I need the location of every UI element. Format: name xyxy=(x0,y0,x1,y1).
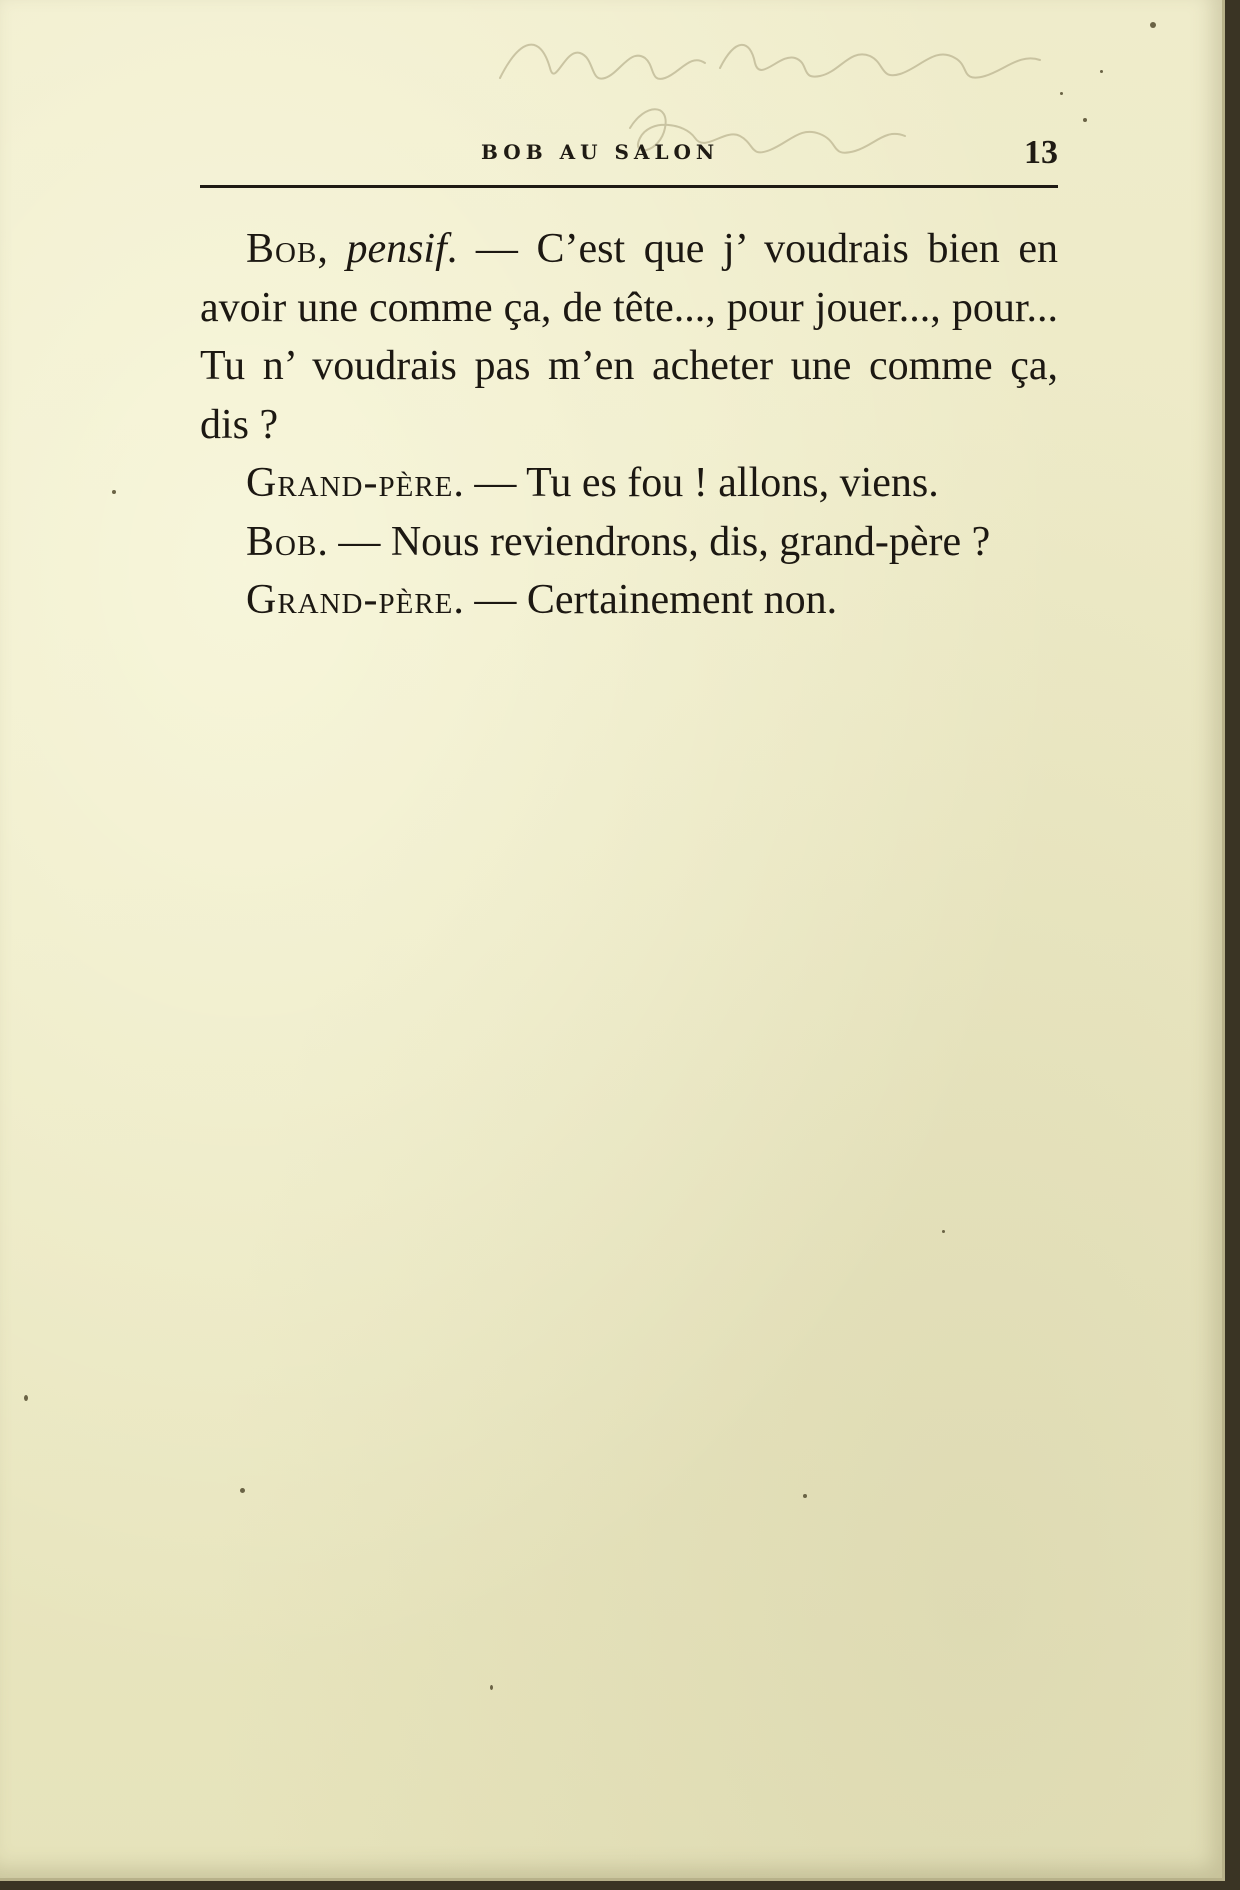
header-rule xyxy=(200,185,1058,188)
spoken-line: Nous reviendrons, dis, grand-père ? xyxy=(390,518,991,565)
paper-speck xyxy=(490,1685,493,1690)
dialogue-line: Grand-père. — Tu es fou ! allons, viens. xyxy=(246,460,939,506)
spoken-line: Tu es fou ! allons, viens. xyxy=(526,460,939,506)
speaker-name: Grand-père xyxy=(246,460,454,506)
handwritten-signature xyxy=(480,8,1120,208)
paper-speck xyxy=(942,1230,945,1233)
dialogue-text xyxy=(200,220,1058,630)
paper-speck xyxy=(1060,92,1063,95)
speaker-name: Bob xyxy=(246,226,318,272)
dialogue-line: Grand-père. — Certainement non. xyxy=(246,577,838,623)
paper-speck xyxy=(240,1488,245,1493)
paper-speck xyxy=(803,1494,807,1498)
paper-speck xyxy=(1150,22,1156,28)
running-title: BOB AU SALON xyxy=(481,140,720,164)
spoken-line: C’est que j’ voudrais bien en avoir une comme ça, de tête..., pour jouer..., pour... Tu n’ voudrais pas m’en acheter une comme ça, dis ? xyxy=(200,226,1059,448)
running-head xyxy=(200,134,1058,178)
stage-direction: pensif xyxy=(346,226,447,272)
page-number: 13 xyxy=(1024,134,1058,171)
paper-speck xyxy=(1100,70,1103,73)
speaker-name: Grand-père xyxy=(246,577,454,623)
spoken-line: Certainement non. xyxy=(526,577,838,623)
paper-speck xyxy=(112,490,116,494)
speaker-name: Bob xyxy=(246,518,318,565)
dialogue-line: Bob. — Nous reviendrons, dis, grand-père ? xyxy=(246,518,991,565)
paper-speck xyxy=(1083,118,1087,122)
dialogue-line: Bob, pensif. — C’est que j’ voudrais bien en avoir une comme ça, de tête..., pour jouer..., pour... Tu n’ voudrais pas m’en acheter une comme ça, dis ? xyxy=(200,226,1059,448)
paper-speck xyxy=(24,1395,28,1401)
